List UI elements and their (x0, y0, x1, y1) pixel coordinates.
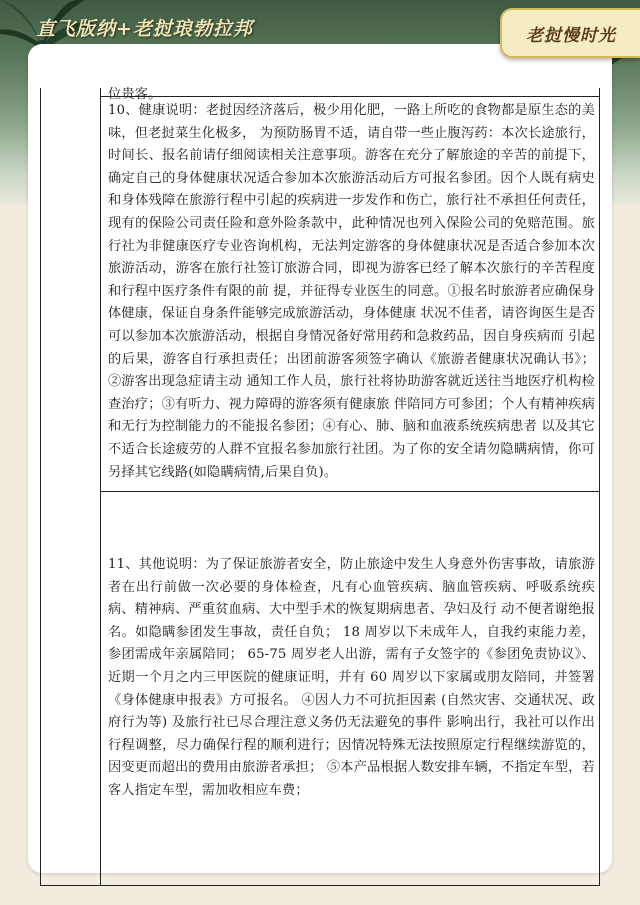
health-notice-text: 10、健康说明：老挝因经济落后，极少用化肥，一路上所吃的食物都是原生态的美味，但老挝菜生化极多， 为预防肠胃不适，请自带一些止腹泻药：本次长途旅行，时间长、报名前请仔细阅读相关注意事项。游客在充分了解旅途的辛苦的前提下，确定自己的身体健康状况适合参加本次旅游活动后方可报名参团。因个人既有病史和身体残障在旅游行程中引起的疾病进一步发作和伤亡，旅行社不承担任何责任，现有的保险公司责任险和意外险条款中，此种情况也列入保险公司的免赔范围。旅行社为非健康医疗专业咨询机构，无法判定游客的身体健康状况是否适合参加本次旅游活动，游客在旅行社签订旅游合同，即视为游客已经了解本次旅行的辛苦程度和行程中医疗条件有限的前 提，并征得专业医生的同意。①报名时旅游者应确保身体健康，保证自身条件能够完成旅游活动，身体健康 状况不佳者，请咨询医生是否可以参加本次旅游活动，根据自身情况备好常用药和急救药品，因自身疾病而 引起的后果，游客自行承担责任；出团前游客须签字确认《旅游者健康状况确认书》；②游客出现急症请主动 通知工作人员，旅行社将协助游客就近送往当地医疗机构检查治疗；③有听力、视力障碍的游客须有健康旅 伴陪同方可参团；个人有精神疾病和无行为控制能力的不能报名参团；④有心、肺、脑和血液系统疾病患者 以及其它不适合长途疲劳的人群不宜报名参加旅行社团。为了你的安全请勿隐瞒病情，你可另择其它线路(如隐瞒病情,后果自负)。 (108, 103, 595, 480)
document-card (28, 44, 612, 873)
previous-row-text: 位贵客。 (108, 87, 162, 102)
title-tag (500, 8, 640, 58)
table-cell-health (101, 96, 599, 492)
table-cell-other (101, 550, 599, 803)
notes-table (40, 88, 600, 886)
banner-title: 直飞版纳+老挝琅勃拉邦 (36, 18, 253, 40)
title-tag-label: 老挝慢时光 (526, 25, 616, 46)
other-notice-text: 11、其他说明：为了保证旅游者安全，防止旅途中发生人身意外伤害事故，请旅游者在出行前做一次必要的身体检查，凡有心血管疾病、脑血管疾病、呼吸系统疾病、精神病、严重贫血病、大中型手术的恢复期病患者、孕妇及行 动不便者谢绝报名。如隐瞒参团发生事故，责任自负； 18 周岁以下未成年人，自我约束能力差，参团需成年亲属陪同； 65-75 周岁老人出游，需有子女签字的《参团免责协议》、近期一个月之内三甲医院的健康证明，并有 60 周岁以下家属或朋友陪同，并签署《身体健康申报表》方可报名。 ④因人力不可抗拒因素 (自然灾害、交通状况、政府行为等) 及旅行社已尽合理注意义务仍无法避免的事件 影响出行，我社可以作出行程调整，尽力确保行程的顺利进行；因情况特殊无法按照原定行程继续游览的， 因变更而超出的费用由旅游者承担； ⑤本产品根据人数安排车辆，不指定车型，若客人指定车型，需加收相应车费； (108, 557, 595, 798)
table-label-column (41, 88, 101, 885)
